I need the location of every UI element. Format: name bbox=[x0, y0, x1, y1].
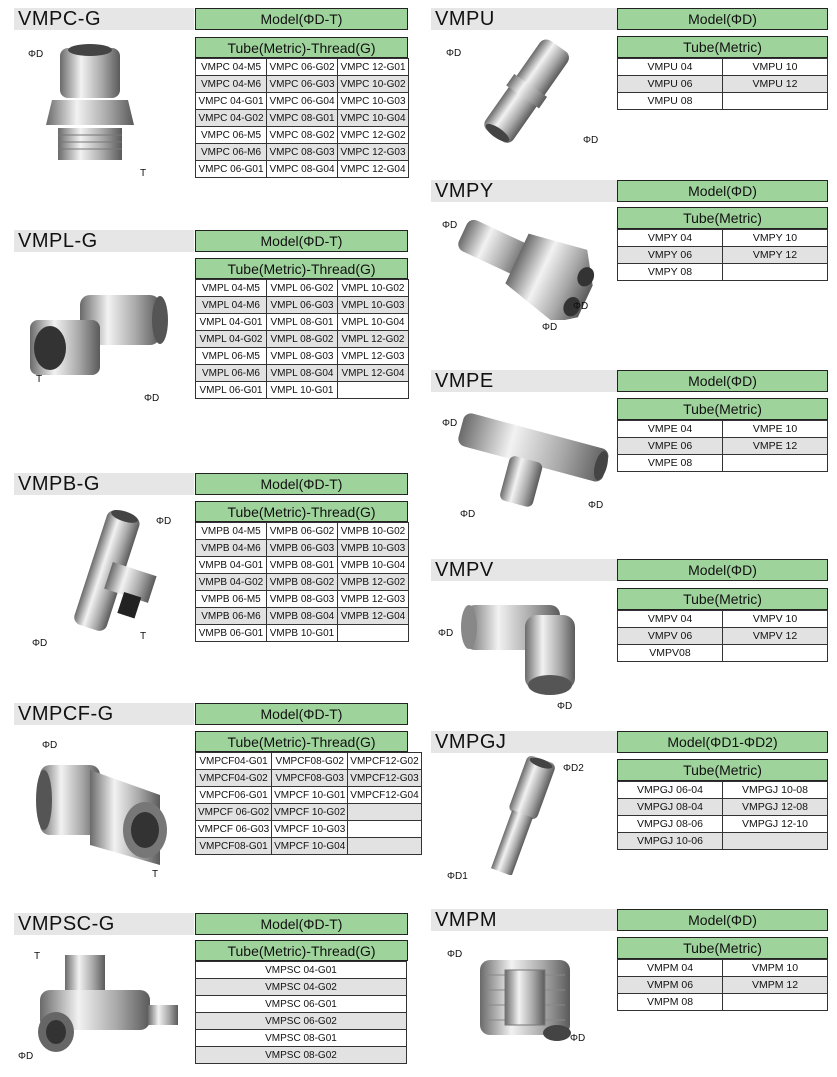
speed-controller-image bbox=[20, 950, 190, 1065]
dim-label: ΦD bbox=[460, 509, 476, 520]
table-cell: VMPSC 06-G02 bbox=[196, 1013, 407, 1030]
table-cell: VMPCF06-G01 bbox=[196, 787, 272, 804]
table-cell: VMPSC 08-G01 bbox=[196, 1030, 407, 1047]
female-connector-image bbox=[30, 750, 180, 875]
table-cell: VMPB 08-G04 bbox=[267, 608, 338, 625]
table-row bbox=[196, 979, 407, 996]
dim-label: ΦD bbox=[588, 500, 604, 511]
table-cell: VMPC 06-G02 bbox=[267, 59, 338, 76]
table-row bbox=[196, 110, 409, 127]
table-row bbox=[196, 523, 409, 540]
product-name: VMPC-G bbox=[18, 7, 101, 30]
table-cell: VMPV 04 bbox=[618, 611, 723, 628]
table-cell bbox=[723, 994, 828, 1011]
model-header: Model(ΦD1-ΦD2) bbox=[617, 731, 828, 753]
table-cell: VMPC 04-M6 bbox=[196, 76, 267, 93]
table-cell: VMPM 04 bbox=[618, 960, 723, 977]
table-row bbox=[196, 591, 409, 608]
table-cell bbox=[348, 804, 421, 821]
table-cell: VMPC 10-G02 bbox=[338, 76, 409, 93]
table-cell: VMPB 06-G01 bbox=[196, 625, 267, 642]
table-row bbox=[196, 838, 422, 855]
dim-label: T bbox=[36, 374, 43, 385]
table-cell: VMPY 06 bbox=[618, 247, 723, 264]
table-cell: VMPB 10-G03 bbox=[338, 540, 409, 557]
table-cell: VMPL 08-G03 bbox=[267, 348, 338, 365]
table-cell: VMPC 06-G03 bbox=[267, 76, 338, 93]
tube-thread-header: Tube(Metric)-Thread(G) bbox=[195, 37, 408, 58]
table-cell: VMPL 12-G04 bbox=[338, 365, 409, 382]
model-table-vmpc bbox=[195, 58, 409, 178]
table-cell: VMPL 10-G01 bbox=[267, 382, 338, 399]
table-cell: VMPE 08 bbox=[618, 455, 723, 472]
table-row bbox=[618, 455, 828, 472]
dim-label: ΦD bbox=[28, 49, 44, 60]
table-cell: VMPE 12 bbox=[723, 438, 828, 455]
table-cell: VMPC 08-G03 bbox=[267, 144, 338, 161]
model-header: Model(ΦD) bbox=[617, 8, 828, 30]
section-header-vmpy bbox=[431, 180, 617, 202]
model-table-vmpb bbox=[195, 522, 409, 642]
dim-label: ΦD1 bbox=[447, 871, 468, 882]
table-cell: VMPV 12 bbox=[723, 628, 828, 645]
table-cell: VMPE 10 bbox=[723, 421, 828, 438]
table-row bbox=[618, 438, 828, 455]
dim-label: ΦD bbox=[442, 220, 458, 231]
product-name: VMPM bbox=[435, 908, 497, 931]
tube-header: Tube(Metric) bbox=[617, 759, 828, 781]
section-header-vmpb bbox=[14, 473, 194, 495]
table-cell bbox=[723, 93, 828, 110]
table-cell: VMPSC 06-G01 bbox=[196, 996, 407, 1013]
model-table-vmpcf bbox=[195, 752, 422, 855]
table-cell: VMPC 04-M5 bbox=[196, 59, 267, 76]
model-header: Model(ΦD-T) bbox=[195, 8, 408, 30]
tube-thread-header: Tube(Metric)-Thread(G) bbox=[195, 501, 408, 522]
union-elbow-image bbox=[455, 595, 595, 700]
dim-label: T bbox=[152, 869, 159, 880]
table-cell: VMPL 04-G01 bbox=[196, 314, 267, 331]
table-row bbox=[196, 787, 422, 804]
table-cell: VMPCF08-G02 bbox=[272, 753, 348, 770]
table-row bbox=[618, 76, 828, 93]
model-header: Model(ΦD-T) bbox=[195, 473, 408, 495]
tube-thread-header: Tube(Metric)-Thread(G) bbox=[195, 731, 408, 752]
dim-label: T bbox=[140, 168, 147, 179]
table-cell: VMPY 10 bbox=[723, 230, 828, 247]
table-row bbox=[618, 93, 828, 110]
table-cell: VMPB 12-G02 bbox=[338, 574, 409, 591]
dim-label: ΦD bbox=[583, 135, 599, 146]
table-cell: VMPGJ 10-06 bbox=[618, 833, 723, 850]
product-name: VMPGJ bbox=[435, 730, 507, 753]
model-header: Model(ΦD) bbox=[617, 909, 828, 931]
table-cell: VMPCF08-G01 bbox=[196, 838, 272, 855]
table-row bbox=[196, 127, 409, 144]
table-row bbox=[196, 1047, 407, 1064]
table-row bbox=[196, 608, 409, 625]
table-row bbox=[196, 93, 409, 110]
tube-thread-header: Tube(Metric)-Thread(G) bbox=[195, 258, 408, 279]
table-cell: VMPL 12-G02 bbox=[338, 331, 409, 348]
table-row bbox=[196, 314, 409, 331]
table-cell: VMPY 08 bbox=[618, 264, 723, 281]
table-cell: VMPGJ 06-04 bbox=[618, 782, 723, 799]
table-cell: VMPL 04-G02 bbox=[196, 331, 267, 348]
dim-label: ΦD bbox=[570, 1033, 586, 1044]
model-table-vmpy bbox=[617, 229, 828, 281]
table-cell: VMPC 12-G01 bbox=[338, 59, 409, 76]
table-cell: VMPCF 06-G02 bbox=[196, 804, 272, 821]
table-cell bbox=[338, 625, 409, 642]
table-row bbox=[618, 782, 828, 799]
tube-thread-header: Tube(Metric)-Thread(G) bbox=[195, 940, 408, 961]
table-cell: VMPE 04 bbox=[618, 421, 723, 438]
table-cell: VMPB 10-G01 bbox=[267, 625, 338, 642]
tube-header: Tube(Metric) bbox=[617, 207, 828, 229]
model-table-vmpe bbox=[617, 420, 828, 472]
table-cell: VMPY 04 bbox=[618, 230, 723, 247]
table-cell: VMPGJ 12-10 bbox=[723, 816, 828, 833]
table-cell: VMPGJ 08-04 bbox=[618, 799, 723, 816]
table-cell: VMPC 06-M5 bbox=[196, 127, 267, 144]
table-cell: VMPB 08-G01 bbox=[267, 557, 338, 574]
dim-label: ΦD bbox=[446, 48, 462, 59]
table-cell: VMPE 06 bbox=[618, 438, 723, 455]
table-cell: VMPM 08 bbox=[618, 994, 723, 1011]
section-header-vmpsc bbox=[14, 913, 194, 935]
table-cell: VMPSC 04-G01 bbox=[196, 962, 407, 979]
table-cell: VMPC 08-G01 bbox=[267, 110, 338, 127]
table-cell: VMPU 12 bbox=[723, 76, 828, 93]
table-cell: VMPV08 bbox=[618, 645, 723, 662]
table-cell: VMPL 08-G04 bbox=[267, 365, 338, 382]
dim-label: ΦD bbox=[442, 418, 458, 429]
table-cell: VMPGJ 08-06 bbox=[618, 816, 723, 833]
tube-header: Tube(Metric) bbox=[617, 398, 828, 420]
tube-header: Tube(Metric) bbox=[617, 588, 828, 610]
table-row bbox=[196, 1030, 407, 1047]
table-row bbox=[196, 996, 407, 1013]
table-cell: VMPV 10 bbox=[723, 611, 828, 628]
table-cell: VMPB 10-G04 bbox=[338, 557, 409, 574]
table-cell: VMPM 10 bbox=[723, 960, 828, 977]
table-cell: VMPL 10-G04 bbox=[338, 314, 409, 331]
table-row bbox=[618, 645, 828, 662]
table-row bbox=[618, 799, 828, 816]
table-cell: VMPL 06-G01 bbox=[196, 382, 267, 399]
table-cell: VMPB 04-G02 bbox=[196, 574, 267, 591]
table-row bbox=[618, 421, 828, 438]
dim-label: ΦD bbox=[438, 628, 454, 639]
table-cell: VMPC 08-G02 bbox=[267, 127, 338, 144]
table-row bbox=[196, 574, 409, 591]
table-cell: VMPCF 10-G01 bbox=[272, 787, 348, 804]
table-cell bbox=[348, 838, 421, 855]
dim-label: ΦD bbox=[32, 638, 48, 649]
section-header-vmpgj bbox=[431, 731, 617, 753]
table-row bbox=[196, 804, 422, 821]
dim-label: ΦD bbox=[144, 393, 160, 404]
table-cell: VMPM 12 bbox=[723, 977, 828, 994]
table-cell: VMPCF 10-G03 bbox=[272, 821, 348, 838]
table-cell: VMPB 12-G04 bbox=[338, 608, 409, 625]
table-cell: VMPY 12 bbox=[723, 247, 828, 264]
model-table-vmpv bbox=[617, 610, 828, 662]
model-table-vmpm bbox=[617, 959, 828, 1011]
table-row bbox=[618, 977, 828, 994]
model-table-vmpgj bbox=[617, 781, 828, 850]
section-header-vmpv bbox=[431, 559, 617, 581]
table-row bbox=[618, 994, 828, 1011]
product-name: VMPU bbox=[435, 7, 495, 30]
table-cell: VMPC 10-G03 bbox=[338, 93, 409, 110]
dim-label: ΦD bbox=[573, 301, 589, 312]
table-cell: VMPC 10-G04 bbox=[338, 110, 409, 127]
section-header-vmpcf bbox=[14, 703, 194, 725]
table-cell: VMPSC 04-G02 bbox=[196, 979, 407, 996]
table-row bbox=[196, 348, 409, 365]
product-name: VMPCF-G bbox=[18, 702, 114, 725]
product-name: VMPV bbox=[435, 558, 494, 581]
table-cell: VMPCF12-G04 bbox=[348, 787, 421, 804]
section-header-vmpc bbox=[14, 8, 194, 30]
table-cell: VMPC 12-G02 bbox=[338, 127, 409, 144]
model-header: Model(ΦD-T) bbox=[195, 703, 408, 725]
table-cell bbox=[723, 264, 828, 281]
table-row bbox=[618, 833, 828, 850]
table-cell: VMPL 12-G03 bbox=[338, 348, 409, 365]
table-row bbox=[196, 280, 409, 297]
table-cell: VMPL 04-M6 bbox=[196, 297, 267, 314]
table-row bbox=[196, 1013, 407, 1030]
table-row bbox=[618, 960, 828, 977]
union-tee-image bbox=[450, 410, 610, 510]
table-cell: VMPM 06 bbox=[618, 977, 723, 994]
table-row bbox=[196, 382, 409, 399]
model-table-vmpl bbox=[195, 279, 409, 399]
table-cell: VMPCF 06-G03 bbox=[196, 821, 272, 838]
section-header-vmpm bbox=[431, 909, 617, 931]
table-row bbox=[196, 753, 422, 770]
table-cell: VMPC 04-G02 bbox=[196, 110, 267, 127]
model-header: Model(ΦD) bbox=[617, 370, 828, 392]
table-cell: VMPL 08-G02 bbox=[267, 331, 338, 348]
table-cell: VMPU 08 bbox=[618, 93, 723, 110]
table-row bbox=[196, 144, 409, 161]
table-row bbox=[196, 331, 409, 348]
tube-header: Tube(Metric) bbox=[617, 36, 828, 58]
table-cell: VMPCF08-G03 bbox=[272, 770, 348, 787]
table-cell: VMPCF04-G01 bbox=[196, 753, 272, 770]
dim-label: ΦD bbox=[18, 1051, 34, 1062]
elbow-fitting-image bbox=[20, 280, 180, 390]
table-cell: VMPL 06-G03 bbox=[267, 297, 338, 314]
table-cell: VMPL 06-M5 bbox=[196, 348, 267, 365]
table-cell: VMPL 06-M6 bbox=[196, 365, 267, 382]
table-cell: VMPCF12-G03 bbox=[348, 770, 421, 787]
table-cell: VMPC 12-G04 bbox=[338, 161, 409, 178]
product-name: VMPL-G bbox=[18, 229, 98, 252]
table-cell: VMPB 06-G02 bbox=[267, 523, 338, 540]
section-header-vmpe bbox=[431, 370, 617, 392]
dim-label: ΦD bbox=[42, 740, 58, 751]
table-cell: VMPC 06-M6 bbox=[196, 144, 267, 161]
table-row bbox=[196, 161, 409, 178]
model-header: Model(ΦD) bbox=[617, 559, 828, 581]
table-cell: VMPC 12-G03 bbox=[338, 144, 409, 161]
dim-label: ΦD bbox=[156, 516, 172, 527]
table-cell: VMPGJ 10-08 bbox=[723, 782, 828, 799]
table-row bbox=[196, 770, 422, 787]
model-header: Model(ΦD-T) bbox=[195, 913, 408, 935]
table-cell: VMPB 06-M5 bbox=[196, 591, 267, 608]
model-table-vmpsc bbox=[195, 961, 407, 1064]
table-row bbox=[618, 59, 828, 76]
tube-header: Tube(Metric) bbox=[617, 937, 828, 959]
table-cell: VMPB 08-G03 bbox=[267, 591, 338, 608]
table-cell: VMPSC 08-G02 bbox=[196, 1047, 407, 1064]
table-cell: VMPB 12-G03 bbox=[338, 591, 409, 608]
model-table-vmpu bbox=[617, 58, 828, 110]
table-cell: VMPCF 10-G04 bbox=[272, 838, 348, 855]
dim-label: ΦD bbox=[557, 701, 573, 712]
table-row bbox=[618, 247, 828, 264]
table-cell: VMPB 04-M5 bbox=[196, 523, 267, 540]
product-name: VMPB-G bbox=[18, 472, 100, 495]
union-straight-image bbox=[460, 35, 590, 145]
table-cell: VMPL 04-M5 bbox=[196, 280, 267, 297]
table-row bbox=[196, 821, 422, 838]
dim-label: ΦD bbox=[447, 949, 463, 960]
dim-label: T bbox=[34, 951, 41, 962]
model-header: Model(ΦD-T) bbox=[195, 230, 408, 252]
table-cell: VMPL 10-G02 bbox=[338, 280, 409, 297]
table-cell bbox=[338, 382, 409, 399]
section-header-vmpl bbox=[14, 230, 194, 252]
table-cell: VMPGJ 12-08 bbox=[723, 799, 828, 816]
table-cell: VMPV 06 bbox=[618, 628, 723, 645]
table-cell: VMPC 06-G01 bbox=[196, 161, 267, 178]
table-cell bbox=[348, 821, 421, 838]
table-cell: VMPB 04-G01 bbox=[196, 557, 267, 574]
table-row bbox=[196, 59, 409, 76]
table-cell: VMPC 06-G04 bbox=[267, 93, 338, 110]
product-name: VMPE bbox=[435, 369, 494, 392]
table-row bbox=[196, 76, 409, 93]
table-cell: VMPB 10-G02 bbox=[338, 523, 409, 540]
table-cell: VMPCF04-G02 bbox=[196, 770, 272, 787]
table-cell: VMPB 04-M6 bbox=[196, 540, 267, 557]
table-cell: VMPL 10-G03 bbox=[338, 297, 409, 314]
table-row bbox=[196, 962, 407, 979]
product-name: VMPY bbox=[435, 179, 494, 202]
table-cell: VMPU 04 bbox=[618, 59, 723, 76]
table-cell: VMPCF 10-G02 bbox=[272, 804, 348, 821]
table-row bbox=[196, 625, 409, 642]
table-cell bbox=[723, 455, 828, 472]
table-row bbox=[196, 365, 409, 382]
table-cell: VMPU 06 bbox=[618, 76, 723, 93]
table-cell: VMPB 06-G03 bbox=[267, 540, 338, 557]
model-header: Model(ΦD) bbox=[617, 180, 828, 202]
dim-label: T bbox=[140, 631, 147, 642]
straight-fitting-image bbox=[30, 40, 170, 180]
table-row bbox=[196, 557, 409, 574]
table-row bbox=[618, 628, 828, 645]
product-name: VMPSC-G bbox=[18, 912, 115, 935]
table-cell: VMPB 08-G02 bbox=[267, 574, 338, 591]
table-row bbox=[618, 611, 828, 628]
dim-label: ΦD bbox=[542, 322, 558, 333]
table-row bbox=[196, 540, 409, 557]
table-row bbox=[196, 297, 409, 314]
table-row bbox=[618, 264, 828, 281]
table-cell: VMPCF12-G02 bbox=[348, 753, 421, 770]
table-cell bbox=[723, 645, 828, 662]
table-cell: VMPL 08-G01 bbox=[267, 314, 338, 331]
table-cell: VMPC 04-G01 bbox=[196, 93, 267, 110]
table-row bbox=[618, 816, 828, 833]
section-header-vmpu bbox=[431, 8, 617, 30]
table-cell bbox=[723, 833, 828, 850]
table-cell: VMPC 08-G04 bbox=[267, 161, 338, 178]
table-row bbox=[618, 230, 828, 247]
table-cell: VMPL 06-G02 bbox=[267, 280, 338, 297]
table-cell: VMPU 10 bbox=[723, 59, 828, 76]
table-cell: VMPB 06-M6 bbox=[196, 608, 267, 625]
dim-label: ΦD2 bbox=[563, 763, 584, 774]
